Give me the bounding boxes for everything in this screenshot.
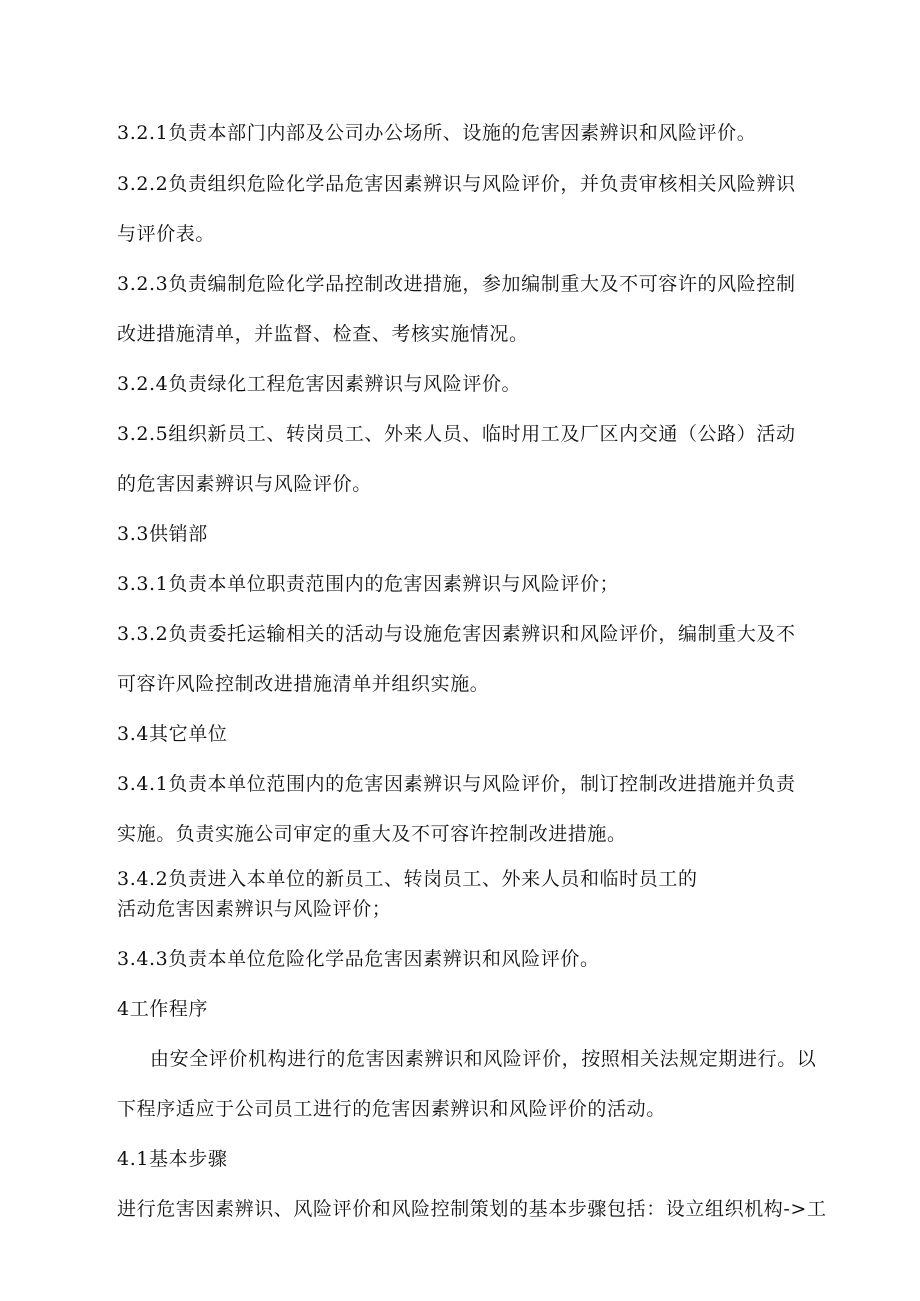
section-3-4-heading: 3.4其它单位 [117,723,228,745]
clause-3-3-1: 3.3.1负责本单位职责范围内的危害因素辨识与风险评价； [117,573,620,595]
section-4-1-text: 进行危害因素辨识、风险评价和风险控制策划的基本步骤包括：设立组织机构->工 [117,1198,827,1220]
clause-3-2-2: 3.2.2负责组织危险化学品危害因素辨识与风险评价，并负责审核相关风险辨识 [117,173,796,195]
clause-3-2-1: 3.2.1负责本部门内部及公司办公场所、设施的危害因素辨识和风险评价。 [117,122,757,144]
clause-3-3-2: 3.3.2负责委托运输相关的活动与设施危害因素辨识和风险评价，编制重大及不 [117,623,796,645]
section-3-3-heading: 3.3供销部 [117,523,208,545]
clause-3-2-4: 3.2.4负责绿化工程危害因素辨识与风险评价。 [117,373,522,395]
clause-3-2-5-continued: 的危害因素辨识与风险评价。 [117,473,372,495]
clause-3-4-2-continued: 活动危害因素辨识与风险评价； [117,898,392,920]
section-4-intro-continued: 下程序适应于公司员工进行的危害因素辨识和风险评价的活动。 [117,1098,666,1120]
section-4-1-heading: 4.1基本步骤 [117,1148,228,1170]
clause-3-2-2-continued: 与评价表。 [117,223,216,245]
section-4-intro: 由安全评价机构进行的危害因素辨识和风险评价，按照相关法规定期进行。以 [150,1048,817,1070]
clause-3-3-2-continued: 可容许风险控制改进措施清单并组织实施。 [117,673,490,695]
clause-3-2-3-continued: 改进措施清单，并监督、检查、考核实施情况。 [117,323,529,345]
clause-3-4-2: 3.4.2负责进入本单位的新员工、转岗员工、外来人员和临时员工的 [117,868,698,890]
clause-3-2-5: 3.2.5组织新员工、转岗员工、外来人员、临时用工及厂区内交通（公路）活动 [117,423,796,445]
clause-3-2-3: 3.2.3负责编制危险化学品控制改进措施，参加编制重大及不可容许的风险控制 [117,273,796,295]
clause-3-4-3: 3.4.3负责本单位危险化学品危害因素辨识和风险评价。 [117,948,600,970]
section-4-heading: 4工作程序 [117,998,209,1020]
clause-3-4-1-continued: 实施。负责实施公司审定的重大及不可容许控制改进措施。 [117,823,627,845]
clause-3-4-1: 3.4.1负责本单位范围内的危害因素辨识与风险评价，制订控制改进措施并负责 [117,773,796,795]
